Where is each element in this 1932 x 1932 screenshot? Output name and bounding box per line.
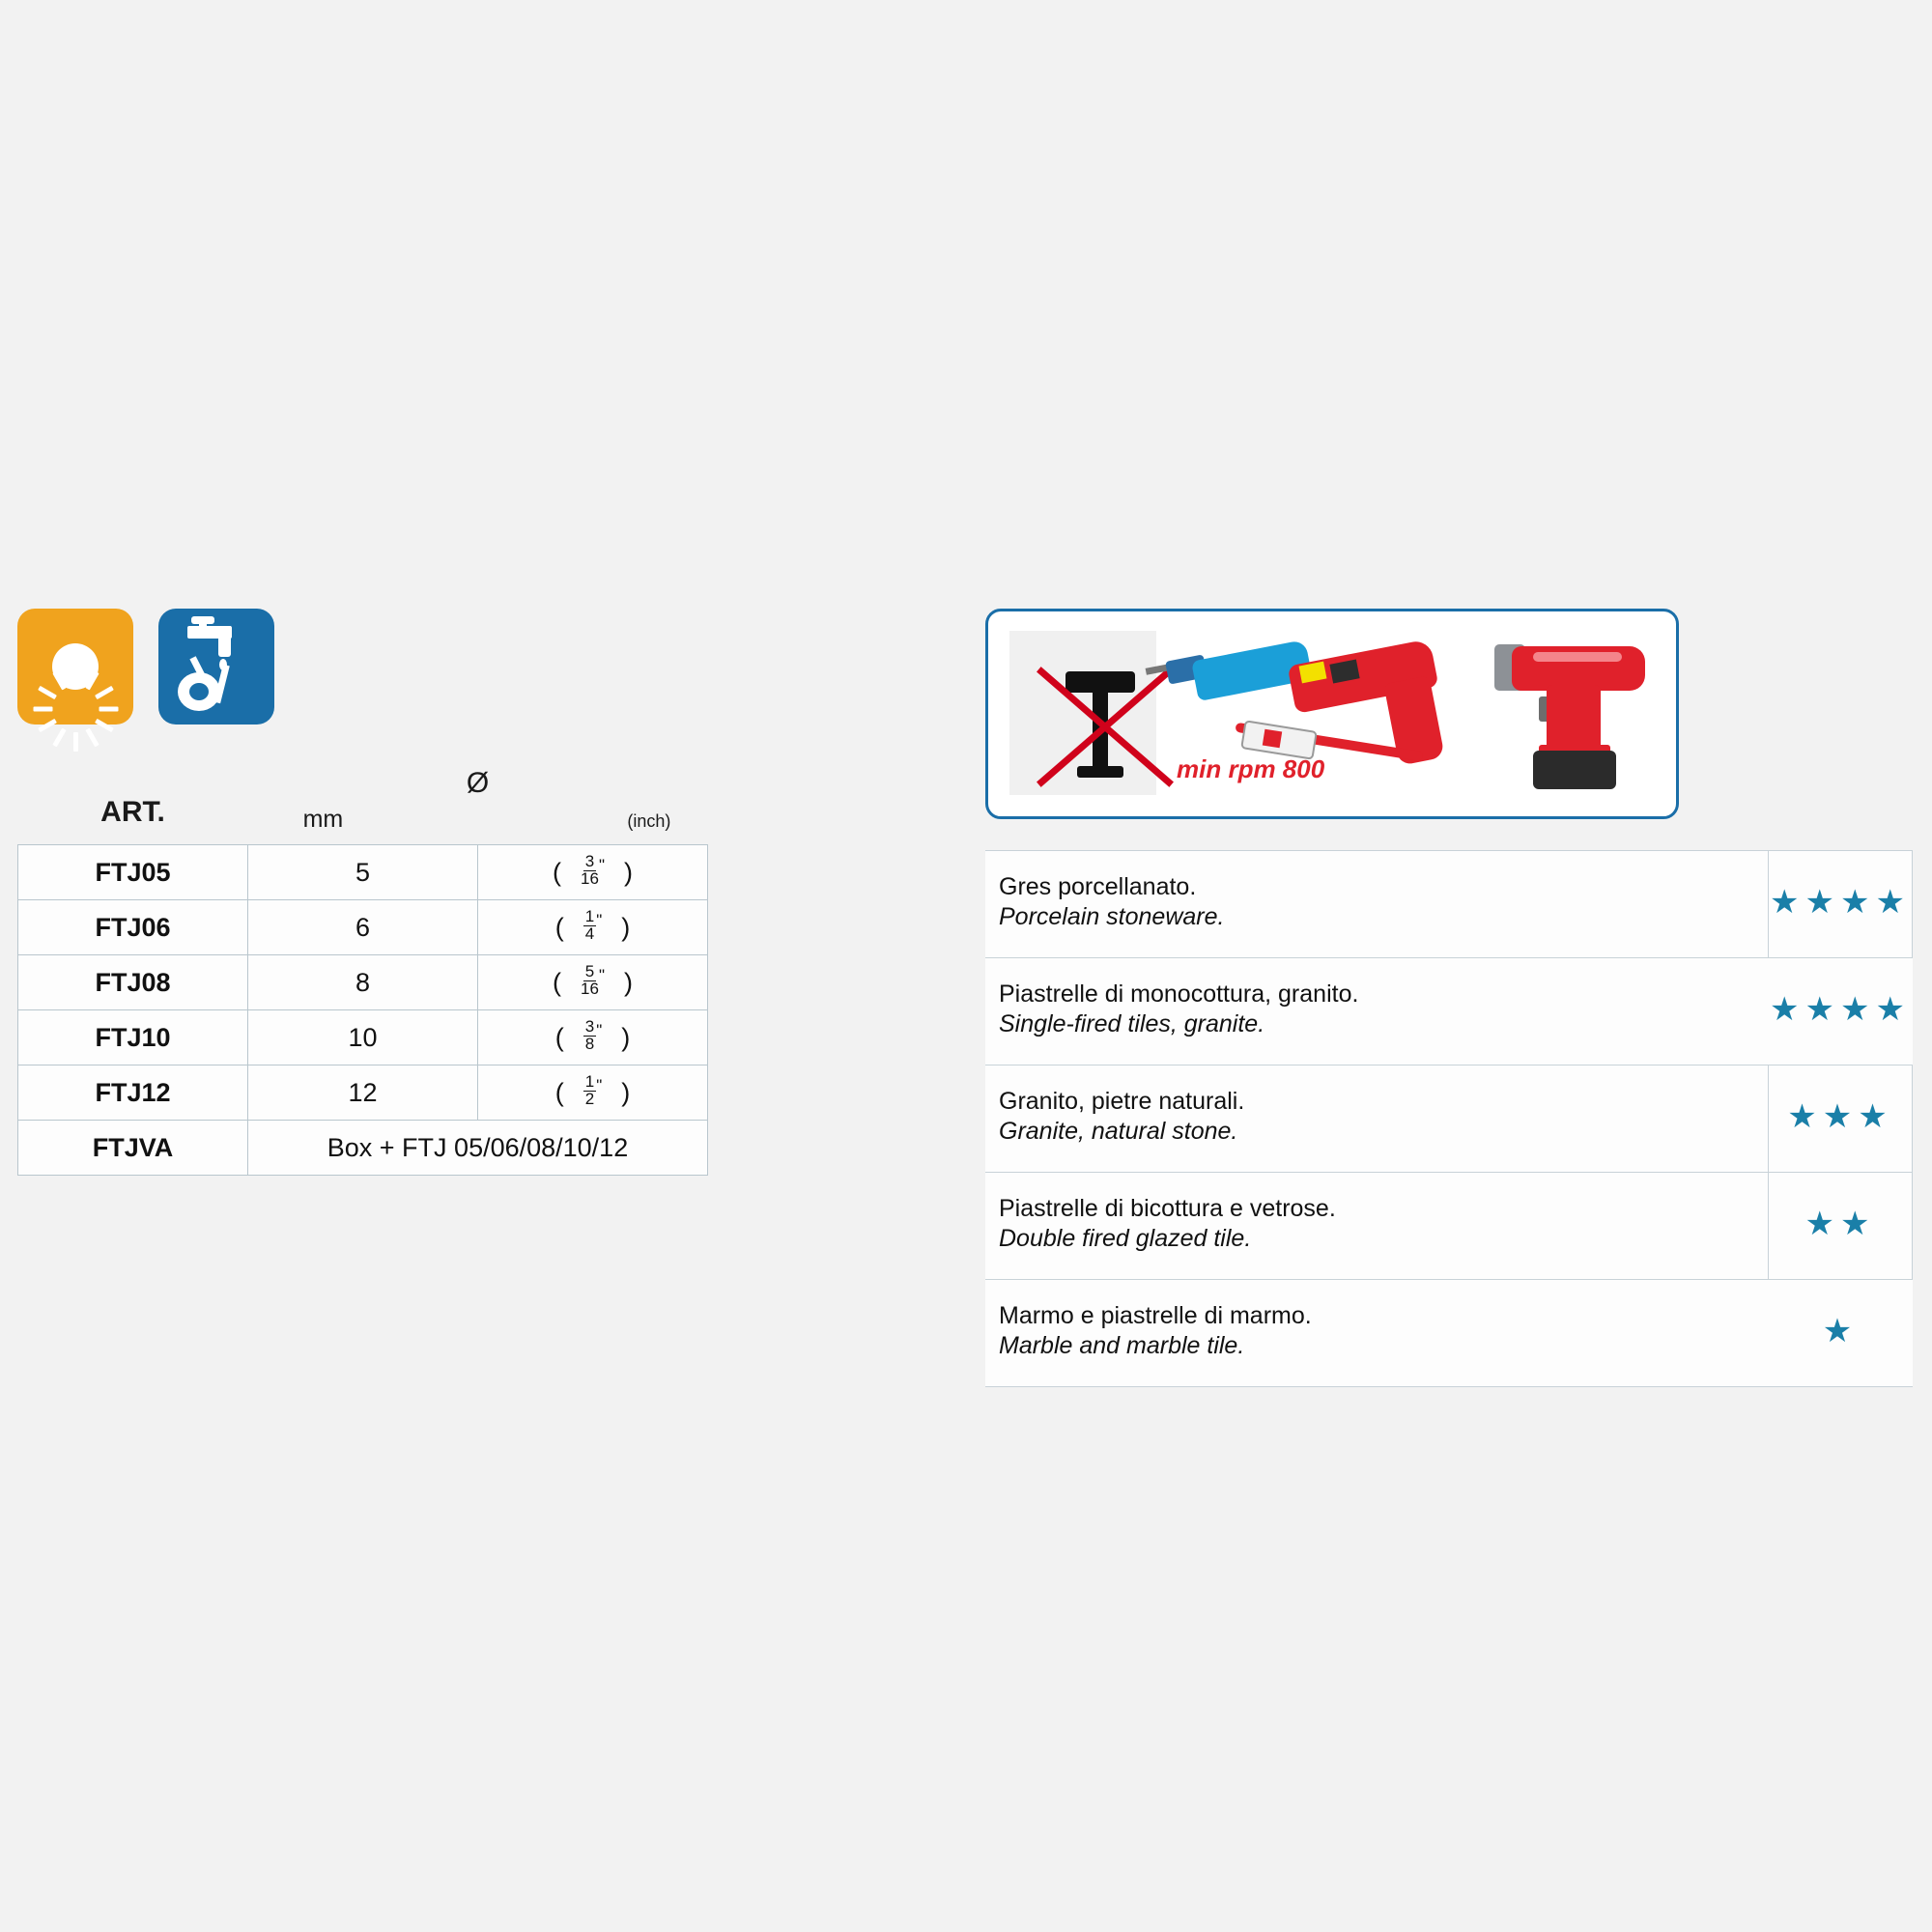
art-inch: ( $\frac{1}{2}$ " ) (478, 1065, 708, 1121)
table-row (985, 958, 1913, 1065)
rating-cell (1769, 1065, 1913, 1173)
header-diameter (248, 746, 708, 845)
material-name-en: Marble and marble tile. (999, 1332, 1245, 1359)
material-description (985, 958, 1769, 1065)
table-row (18, 900, 708, 955)
table-row (985, 1065, 1913, 1173)
inch-numerator: 3 (584, 1017, 595, 1037)
art-mm: 6 (248, 900, 478, 955)
header-mm: mm (302, 806, 344, 833)
material-description (985, 1280, 1769, 1387)
art-code: FTJ10 (18, 1010, 248, 1065)
inch-denominator: 2 (584, 1089, 595, 1108)
diameter-symbol: Ø (466, 767, 490, 799)
material-description (985, 1065, 1769, 1173)
art-mm: 10 (248, 1010, 478, 1065)
materials-rating-table (985, 850, 1913, 1387)
star-rating: ★ (1822, 1313, 1859, 1350)
rating-cell (1769, 958, 1913, 1065)
inch-denominator: 16 (581, 979, 599, 998)
art-code: FTJ08 (18, 955, 248, 1010)
header-art: ART. (100, 796, 165, 828)
inch-numerator: 1 (584, 1072, 595, 1092)
art-code: FTJ05 (18, 845, 248, 900)
right-column (985, 609, 1913, 1387)
inch-numerator: 3 (584, 852, 595, 871)
star-rating: ★★★★ (1770, 884, 1911, 921)
rating-cell (1769, 851, 1913, 958)
material-name-en: Porcelain stoneware. (999, 903, 1225, 930)
art-inch: ( $\frac{3}{16}$ " ) (478, 845, 708, 900)
art-code: FTJ12 (18, 1065, 248, 1121)
material-name-en: Single-fired tiles, granite. (999, 1010, 1265, 1037)
material-description (985, 1173, 1769, 1280)
water-tap-icon (158, 609, 274, 724)
pictogram-row (17, 609, 723, 724)
material-name-it: Gres porcellanato. (999, 872, 1197, 900)
table-row (18, 955, 708, 1010)
art-inch: ( $\frac{1}{4}$ " ) (478, 900, 708, 955)
table-row (18, 845, 708, 900)
min-rpm-label: min rpm 800 (1177, 754, 1325, 783)
inch-numerator: 5 (584, 962, 595, 981)
art-mm: 5 (248, 845, 478, 900)
table-row (18, 1010, 708, 1065)
inch-denominator: 16 (581, 868, 599, 888)
article-table (17, 746, 708, 1176)
art-inch: ( $\frac{3}{8}$ " ) (478, 1010, 708, 1065)
inch-denominator: 4 (584, 923, 595, 943)
rating-cell (1769, 1173, 1913, 1280)
material-description (985, 851, 1769, 958)
sun-icon (17, 609, 133, 724)
star-rating: ★★ (1804, 1206, 1876, 1242)
material-name-it: Granito, pietre naturali. (999, 1087, 1245, 1115)
table-row (18, 1065, 708, 1121)
drill-requirements-panel (985, 609, 1679, 819)
material-name-it: Piastrelle di monocottura, granito. (999, 980, 1359, 1008)
left-column (17, 609, 723, 1176)
cordless-drill-icon (1491, 631, 1664, 805)
inch-numerator: 1 (584, 907, 595, 926)
art-mm: 12 (248, 1065, 478, 1121)
art-inch: ( $\frac{5}{16}$ " ) (478, 955, 708, 1010)
material-name-it: Piastrelle di bicottura e vetrose. (999, 1194, 1336, 1222)
material-name-it: Marmo e piastrelle di marmo. (999, 1301, 1312, 1329)
art-mm: 8 (248, 955, 478, 1010)
table-row-box (18, 1121, 708, 1176)
material-name-en: Granite, natural stone. (999, 1118, 1238, 1145)
header-inch: (inch) (627, 811, 671, 831)
art-box-description: Box + FTJ 05/06/08/10/12 (248, 1121, 708, 1176)
table-row (985, 851, 1913, 958)
art-code-box: FTJVA (18, 1121, 248, 1176)
table-row (985, 1173, 1913, 1280)
rating-cell (1769, 1280, 1913, 1387)
art-code: FTJ06 (18, 900, 248, 955)
star-rating: ★★★★ (1770, 991, 1911, 1028)
no-hammer-drill-icon (1009, 631, 1156, 795)
material-name-en: Double fired glazed tile. (999, 1225, 1252, 1252)
inch-denominator: 8 (584, 1034, 595, 1053)
table-header-row (18, 746, 708, 845)
table-row (985, 1280, 1913, 1387)
star-rating: ★★★ (1787, 1098, 1893, 1135)
